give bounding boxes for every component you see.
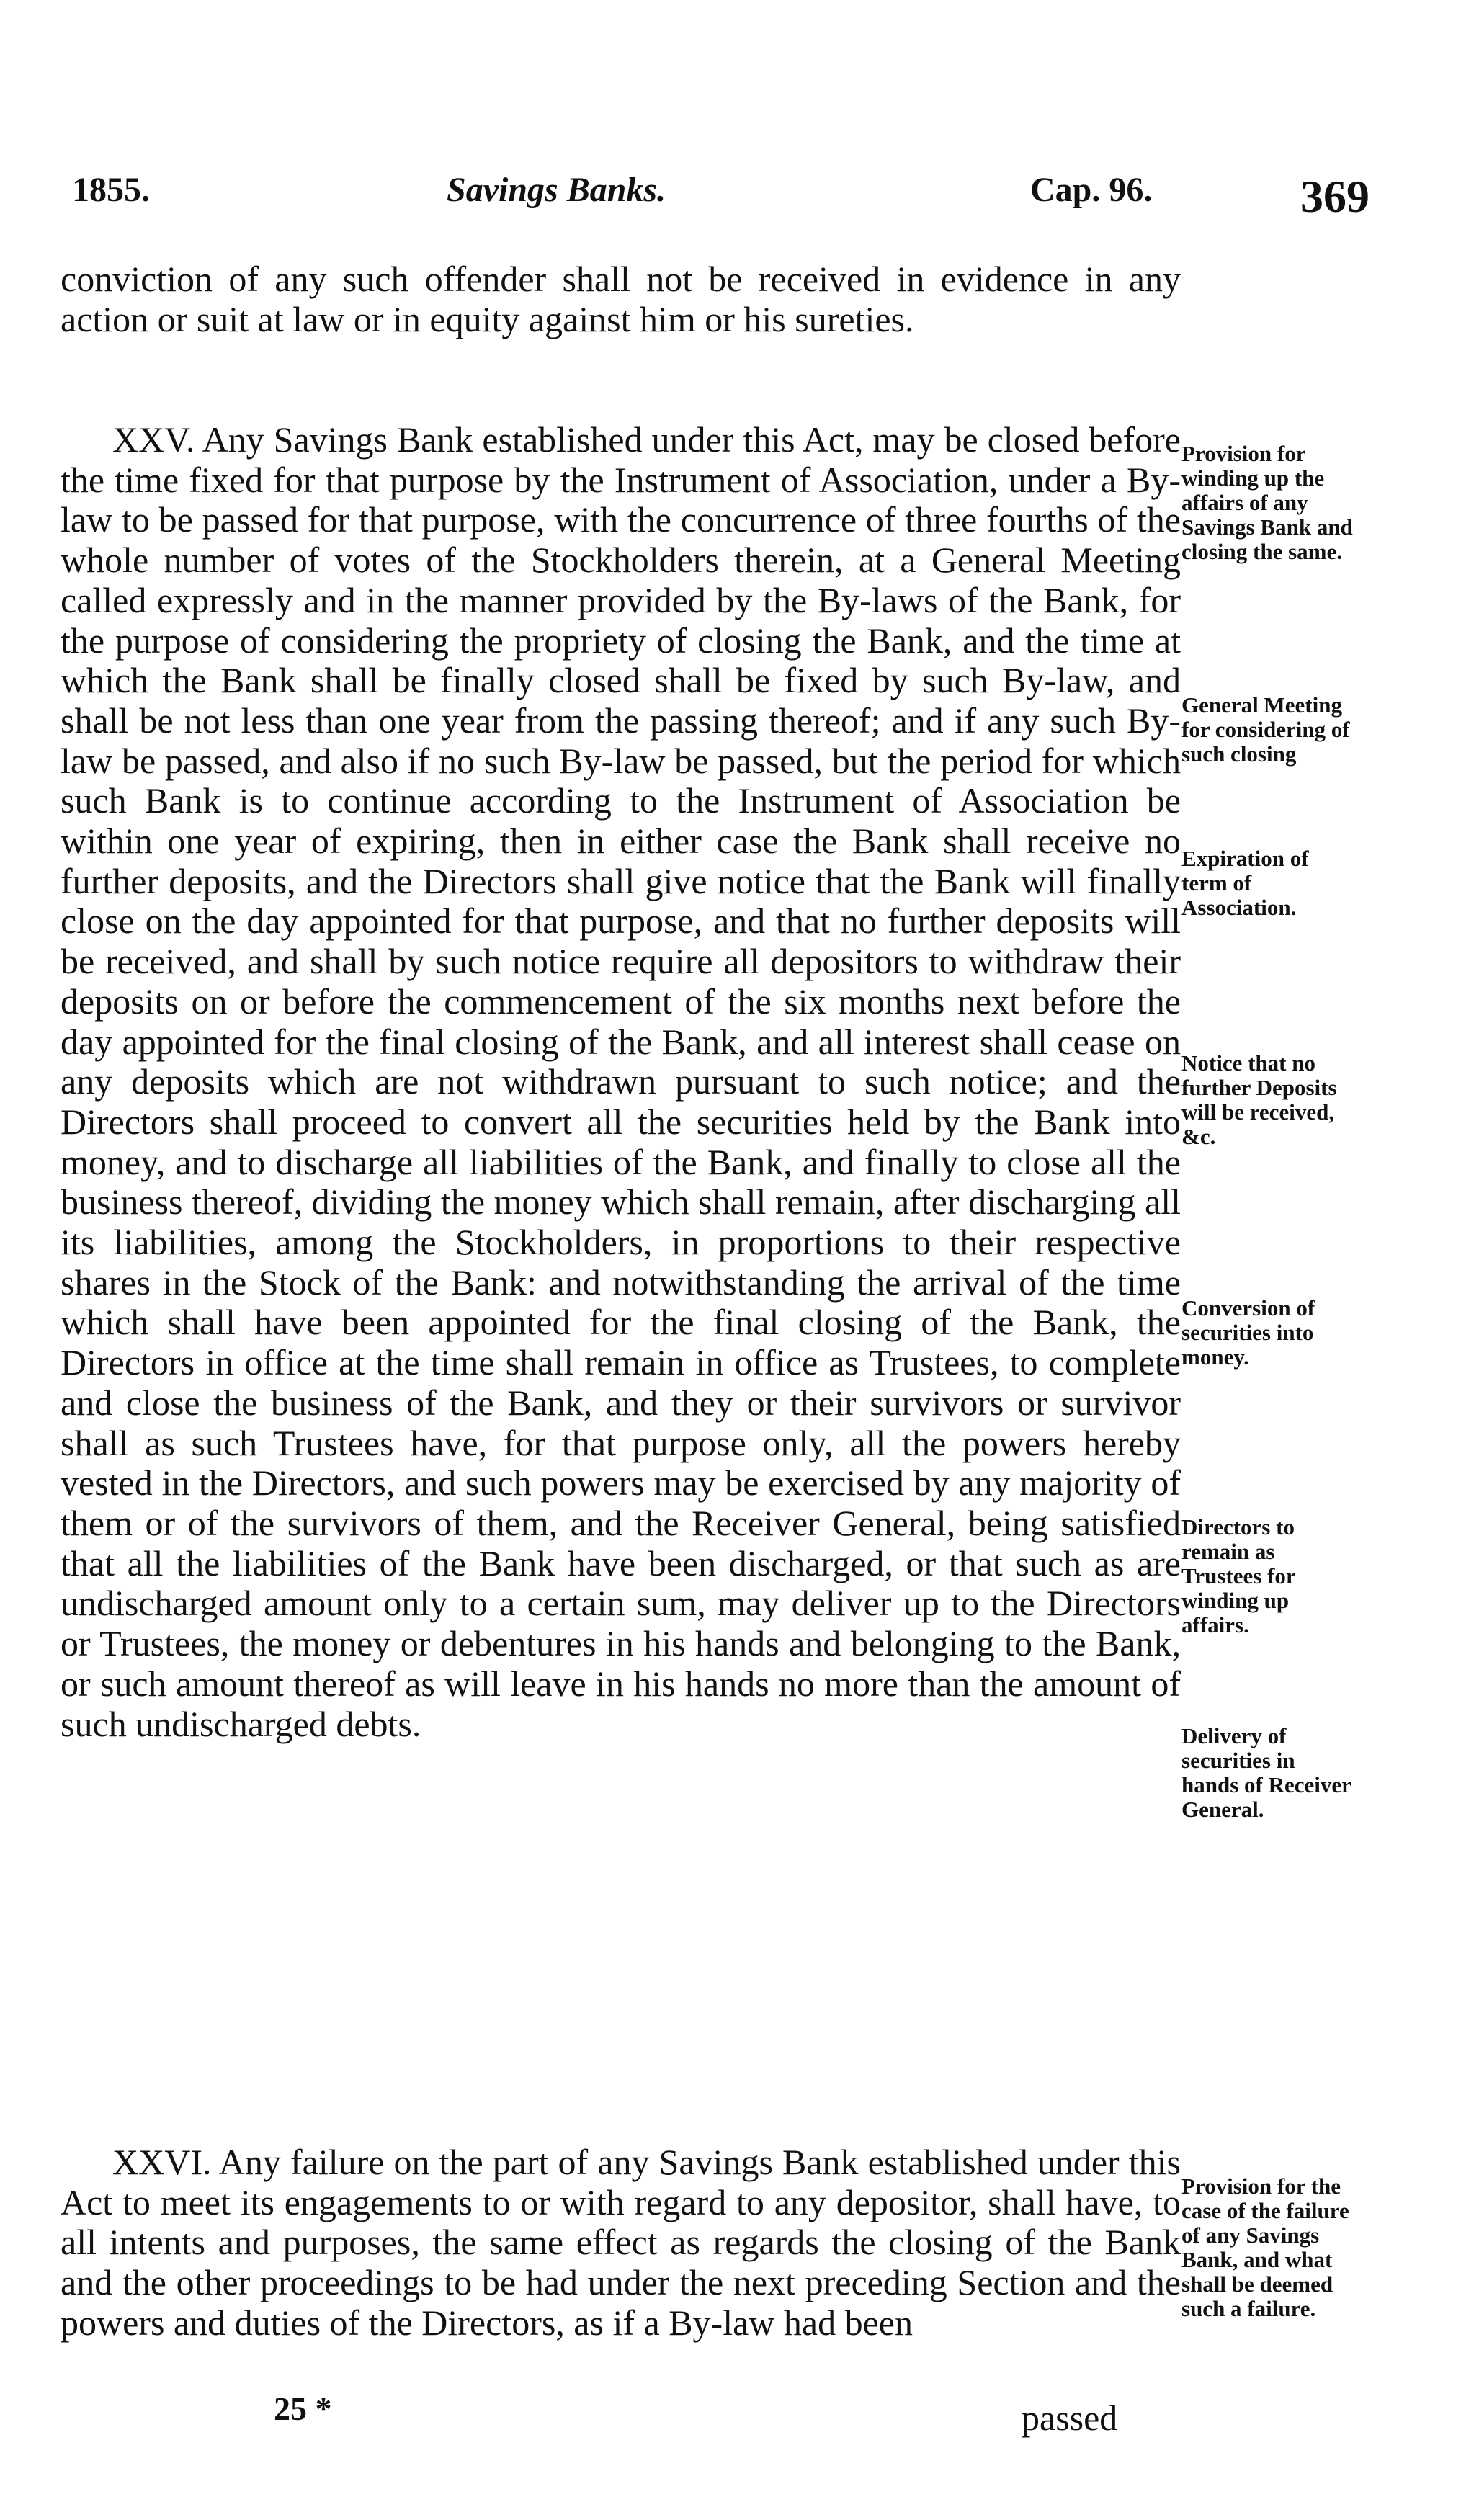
section-26 xyxy=(61,2143,1181,2343)
marginal-note-delivery-securities: Delivery of securities in hands of Receiver General. xyxy=(1181,1723,1351,1822)
catchword: passed xyxy=(1022,2398,1118,2438)
running-head xyxy=(72,170,1369,220)
marginal-note-provision-winding-up: Provision for winding up the affairs of any Savings Bank and closing the same. xyxy=(1181,441,1353,564)
marginal-note-directors-trustees: Directors to remain as Trustees for winding up affairs. xyxy=(1181,1514,1296,1637)
marginal-note-failure-provision: Provision for the case of the failure of any Savings Bank, and what shall be deemed such a failure. xyxy=(1181,2173,1349,2321)
opening-paragraph xyxy=(61,259,1181,339)
page-number: 369 xyxy=(1300,171,1370,222)
marginal-note-conversion-securities: Conversion of securities into money. xyxy=(1181,1295,1315,1370)
marginal-note-no-further-deposits: Notice that no further Deposits will be received, &c. xyxy=(1181,1050,1337,1149)
header-title: Savings Banks. xyxy=(447,171,666,209)
marginal-note-general-meeting: General Meeting for considering of such closing xyxy=(1181,692,1350,767)
marginal-note-expiration-term: Expiration of term of Association. xyxy=(1181,846,1309,920)
section-25 xyxy=(61,420,1181,1744)
header-chapter: Cap. 96. xyxy=(1030,171,1153,209)
section-26-text: XXVI. Any failure on the part of any Savings Bank established under this Act to meet its engagements to or with regard to any depositor, shall have, to all intents and purposes, the same effect as regards the closing of the Bank and the other proceedings to be had under the next preceding Section and the powers and duties of the Directors, as if a By-law had been xyxy=(61,2142,1181,2343)
opening-text: conviction of any such offender shall not be received in evidence in any action or suit at law or in equity against him or his sureties. xyxy=(61,259,1181,339)
signature-mark: 25 * xyxy=(274,2390,332,2427)
header-year: 1855. xyxy=(72,171,150,209)
section-25-text: XXV. Any Savings Bank established under this Act, may be closed before the time fixed for that purpose by the Instrument of Association, under a By-law to be passed for that purpose, with the concurrence of three fourths of the whole number of votes of the Stockholders therein, at a General Meeting called expressly and in the manner provided by the By-laws of the Bank, for the purpose of considering the propriety of closing the Bank, and the time at which the Bank shall be finally closed shall be fixed by such By-law, and shall be not less than one year from the passing thereof; and if any such By-law be passed, and also if no such By-law be passed, but the period for which such Bank is to continue according to the Instrument of Association be within one year of expiring, then in either case the Bank shall receive no further deposits, and the Directors shall give notice that the Bank will finally close on the day appointed for that purpose, and that no further deposits will be received, and shall by such notice require all depositors to withdraw their deposits on or before the commencement of the six months next before the day appointed for the final closing of the Bank, and all interest shall cease on any deposits which are not withdrawn pursuant to such notice; and the Directors shall proceed to convert all the securities held by the Bank into money, and to discharge all liabilities of the Bank, and finally to close all the business thereof, dividing the money which shall remain, after discharging all its liabilities, among the Stockholders, in proportions to their respective shares in the Stock of the Bank: and notwithstanding the arrival of the time which shall have been appointed for the final closing of the Bank, the Directors in office at the time shall remain in office as Trustees, to complete and close the business of the Bank, and they or their survivors or survivor shall as such Trustees have, for that purpose only, all the powers hereby vested in the Directors, and such powers may be exercised by any majority of them or of the survivors of them, and the Receiver General, being satisfied that all the liabilities of the Bank have been discharged, or that such as are undischarged amount only to a certain sum, may deliver up to the Directors or Trustees, the money or debentures in his hands and belonging to the Bank, or such amount thereof as will leave in his hands no more than the amount of such undischarged debts. xyxy=(61,419,1181,1744)
